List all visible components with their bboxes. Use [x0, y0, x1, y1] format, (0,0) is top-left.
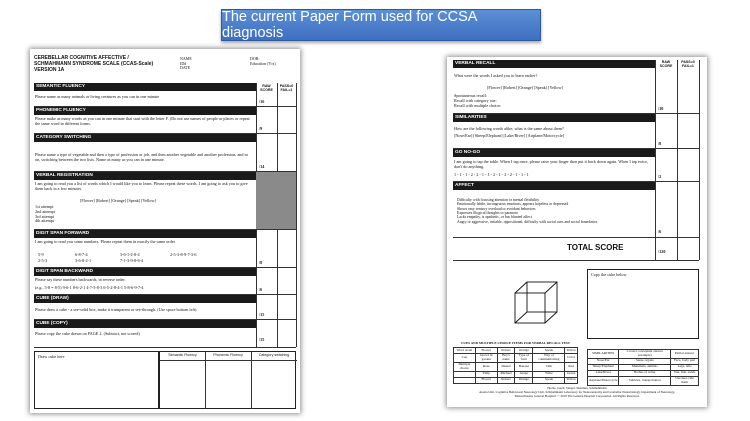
section-cube-copy: CUBE (COPY)	[34, 320, 256, 328]
section-affect: AFFECT	[453, 182, 655, 190]
section-digit-span-backward: DIGIT SPAN BACKWARD	[34, 268, 256, 276]
digit-forward-item-7: 7-1-3-9-8-6-4	[120, 258, 144, 263]
affect-score: /6	[658, 229, 662, 234]
form-page-1	[30, 49, 300, 413]
digit-forward-item-6: 3-6-8-2-1	[75, 258, 92, 263]
raw-score-header: RAW SCORE	[260, 84, 273, 92]
cue-row: Word recall Flower Robert Orange Speak Yellow	[454, 348, 578, 354]
sim-row: Airplane/Motorcycle Vehicles, transportation Use fuel, ride them	[588, 376, 699, 385]
digit-forward-item-1: 5-9	[38, 252, 44, 257]
verbal-recall-words: [Flower] [Robert] [Orange] [Speak] [Yellow]	[487, 85, 563, 90]
cue-row: Cue Grows in garden Boy's name Type of fruit Way of communicating Color	[454, 354, 578, 363]
digit-forward-item-3: 3-6-1-2-8-4	[120, 252, 140, 257]
sim-row: Lake/River Bodies of water Wet, fish, swim	[588, 370, 699, 376]
sim-row: Nose/Ear Sense organs Face, body part	[588, 358, 699, 364]
similarities-items: [Nose/Ear] [Sheep/Elephant] [Lake/River] [Airplane/Motorcycle]	[454, 133, 565, 138]
digit-forward-item-5: 2-5-3	[38, 258, 48, 263]
verbal-reg-instruction: I am going to read you a list of words which I would like you to learn. Please repeat these words. I am going to ask you to give them back in a few minutes.	[35, 181, 248, 191]
banner-title: The current Paper Form used for CCSA diagnosis	[221, 9, 541, 41]
copy-cube-area	[587, 269, 699, 339]
similarities-score: /8	[658, 141, 662, 146]
sim-header-row: SIMILARITIES Correct conceptual answer (example) Partial answer	[588, 350, 699, 359]
affect-items: Difficulty with focusing attention or mental flexibility Emotionally labile, incongruous emotions, appears hopeless or depressed Shows easy sensory overload or avoidant behaviors Expresses illogical thoughts or paranoia Lacks empathy, is apathetic, or has blunted affect Angry or aggressive, irritable, oppositional, difficulty with social cues and social boundaries	[457, 198, 598, 224]
fluency-col-category: Category switching	[258, 353, 290, 357]
fluency-table	[159, 351, 296, 409]
section-verbal-recall: VERBAL RECALL	[453, 60, 655, 68]
cube-copy-score: /15	[259, 337, 265, 342]
cue-row: Flower Robert Orange Speak Yellow	[454, 377, 578, 383]
section-go-no-go: GO NO-GO	[453, 149, 655, 157]
digit-backward-score: /6	[259, 287, 263, 292]
patient-fields-right: DOB: Education (Yrs)	[250, 56, 276, 66]
section-similarities: SIMILARITIES	[453, 114, 655, 122]
digit-backward-items: (e.g., 5-8 = 8-5) 9-6-1 8-6-2-1 4-7-5-8-3 6-5-2-8-4-1 5-8-6-9-7-4	[35, 285, 144, 290]
digit-backward-instruction: Please say these numbers backwards, in reverse order.	[35, 277, 126, 282]
total-score-value: /120	[658, 249, 666, 254]
form-footer: Hoche, Guell, Vangel, Sherman, Schmahmann Ataxia Unit, Cognitive Behavioral Neurology Unit, Schmahmann Laboratory for Neuroanatomy and Cerebellar Neurobiology, Department of Neurology, Massachusetts General Hospital. © 2018 The General Hospital Corporation. All Rights Reserved.	[479, 386, 675, 398]
section-category-switching: CATEGORY SWITCHING	[34, 134, 256, 142]
phonemic-instruction: Please make as many words as you can in one minute that start with the letter F. (Do not use names of people or places or repeat the same word in different forms.	[35, 116, 250, 126]
verbal-recall-score: /10	[658, 106, 664, 111]
digit-forward-item-2: 6-8-7-4	[75, 252, 88, 257]
digit-forward-score: /8	[259, 260, 263, 265]
go-no-go-sequence: 1 - 1 - 1 - 2 - 2 - 1 - 1 - 2 - 1 - 2 - 2 - 1 - 1 - 1	[454, 172, 529, 177]
form-title: CEREBELLAR COGNITIVE AFFECTIVE / SCHMAHMANN SYNDROME SCALE (CCAS-Scale) VERSION 1A	[34, 55, 154, 73]
section-semantic-fluency: SEMANTIC FLUENCY	[34, 83, 256, 91]
p2-raw-score-header: RAW SCORE	[659, 60, 673, 68]
verbal-recall-instruction: What were the words I asked you to learn earlier?	[454, 73, 538, 78]
cube-copy-instruction: Please copy the cube drawn on PAGE 2. (Subtract, not scored)	[35, 331, 140, 336]
cue-table-title: CUES AND MULTIPLE CHOICE ITEMS FOR VERBAL RECALL TEST	[460, 341, 571, 345]
cue-table	[453, 347, 578, 384]
pass-fail-header: PASS=0 FAIL=1	[279, 84, 294, 92]
fluency-col-phonemic: Phonemic Fluency	[213, 353, 243, 357]
go-no-go-score: /2	[658, 174, 662, 179]
patient-fields: NAME ID# DATE	[180, 56, 192, 71]
section-cube-draw: CUBE (DRAW)	[34, 295, 256, 303]
verbal-reg-trials: 1st attempt 2nd attempt 3rd attempt 4th attempt	[35, 204, 55, 224]
verbal-recall-lines: Spontaneous recall: Recall with category cue: Recall with multiple choice:	[454, 93, 502, 108]
copy-cube-label: Copy the cube below	[591, 272, 627, 277]
semantic-score: /16	[259, 99, 265, 104]
cube-drawing	[512, 279, 560, 327]
cue-row: Multiple choice Rose Daniel Banana Talk Red	[454, 362, 578, 371]
total-score-label: TOTAL SCORE	[567, 243, 624, 252]
phonemic-score: /9	[259, 126, 263, 131]
p2-pass-fail-header: PASS=0 FAIL=1	[681, 60, 695, 68]
section-phonemic-fluency: PHONEMIC FLUENCY	[34, 107, 256, 115]
cube-draw-instruction: Please draw a cube - a see-solid box, make it transparent or see-through. (Use space bottom left)	[35, 307, 197, 312]
go-no-go-instruction: I am going to tap the table. When I tap once, please raise your finger then put it back down again. When I tap twice, don't do anything.	[454, 159, 649, 169]
digit-forward-instruction: I am going to read you some numbers. Please repeat them in exactly the same order	[35, 239, 176, 244]
category-instruction: Please name a type of vegetable and then a type of profession or job, and then another vegetable and another profession, and so on, switching between the two lists. Name as many as you can in one minute.	[35, 152, 249, 162]
draw-cube-area	[34, 351, 159, 409]
fluency-col-semantic: Semantic Fluency	[168, 353, 197, 357]
form-page-2	[447, 57, 707, 407]
similarities-instruction: How are the following words alike; what is the same about them?	[454, 126, 564, 131]
semantic-instruction: Please name as many animals or living creatures as you can in one minute	[35, 94, 160, 99]
verbal-reg-shaded	[256, 172, 296, 229]
sim-row: Sheep/Elephant Mammals, animals Legs, tails	[588, 364, 699, 370]
similarities-answer-table	[587, 349, 699, 386]
cue-row: Tulip Michael Grape Write Green	[454, 371, 578, 377]
section-verbal-registration: VERBAL REGISTRATION	[34, 172, 256, 180]
category-score: /14	[259, 164, 265, 169]
draw-cube-label: Draw cube here	[38, 354, 65, 359]
verbal-reg-words: [Flower] [Robert] [Orange] [Speak] [Yellow]	[80, 198, 156, 203]
cube-draw-score: /15	[259, 312, 265, 317]
digit-forward-item-4: 2-5-3-8-9-7-3-6	[170, 252, 197, 257]
section-digit-span-forward: DIGIT SPAN FORWARD	[34, 230, 256, 238]
